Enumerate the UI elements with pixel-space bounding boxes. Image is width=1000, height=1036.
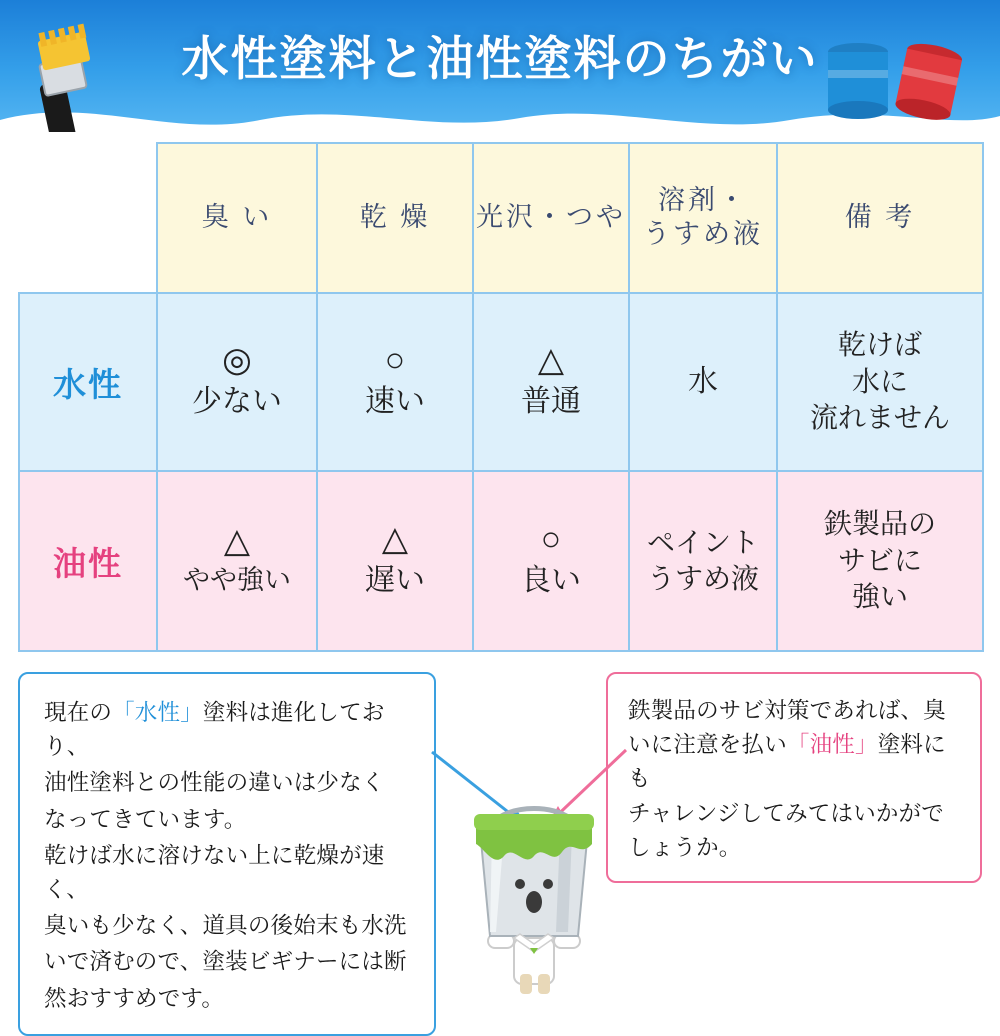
mark-water-odor: ◎: [222, 341, 252, 380]
text-oil-drying: 遅い: [365, 564, 425, 598]
callout-left-line5: 臭いも少なく、道具の後始末も水洗: [44, 913, 407, 939]
callout-left-line1: 現在の「水性」塗料は進化しており、: [44, 700, 385, 760]
header-label-gloss: 光沢・つや: [476, 202, 626, 233]
text-water-notes-line1: 乾けば: [837, 329, 922, 361]
mark-oil-odor: △: [223, 522, 251, 561]
callout-left-line2: 油性塗料との性能の違いは少なく: [44, 770, 385, 796]
text-water-notes-line2: 水に: [851, 365, 908, 397]
comparison-table: [18, 142, 984, 652]
table-header-drying: [317, 143, 473, 293]
cell-oil-odor: [157, 471, 317, 651]
header-label-odor: 臭 い: [201, 202, 273, 233]
text-oil-notes-line3: 強い: [851, 581, 908, 613]
text-water-solvent: 水: [688, 365, 718, 399]
text-water-gloss: 普通: [521, 385, 581, 419]
mark-water-gloss: △: [537, 341, 565, 380]
text-oil-odor: やや強い: [183, 565, 291, 596]
row-label-water-cell: [19, 293, 157, 471]
cell-oil-drying: [317, 471, 473, 651]
callout-left-line4: 乾けば水に溶けない上に乾燥が速く、: [44, 842, 385, 902]
page-header: [0, 0, 1000, 132]
text-water-odor: 少ない: [192, 385, 282, 419]
header-label-solvent-line2: うすめ液: [643, 219, 763, 249]
table-header-row: [19, 143, 983, 293]
cell-water-gloss: [473, 293, 629, 471]
paint-brush-icon: [20, 20, 130, 132]
text-oil-solvent-line1: ペイント: [646, 526, 759, 558]
table-header-solvent: [629, 143, 777, 293]
callout-right-line4: しょうか。: [628, 834, 742, 860]
row-label-water: 水性: [53, 365, 123, 403]
paint-cans-icon: [816, 24, 976, 124]
callout-left-line3: なってきています。: [44, 806, 247, 832]
paint-bucket-mascot-icon: [452, 786, 616, 1000]
table-row: [19, 293, 983, 471]
text-oil-notes-line2: サビに: [837, 544, 922, 576]
callout-right-line1: 鉄製品のサビ対策であれば、臭: [628, 698, 946, 723]
callout-water-based: [18, 672, 436, 1036]
callout-oil-based: [606, 672, 982, 883]
header-label-notes: 備 考: [844, 202, 916, 233]
table-header-notes: [777, 143, 983, 293]
mark-water-drying: ○: [384, 341, 406, 380]
callout-left-line7: 然おすすめです。: [44, 985, 225, 1011]
table-header-gloss: [473, 143, 629, 293]
cell-water-solvent: [629, 293, 777, 471]
cell-water-drying: [317, 293, 473, 471]
cell-water-odor: [157, 293, 317, 471]
cell-oil-solvent: [629, 471, 777, 651]
text-oil-gloss: 良い: [521, 564, 581, 598]
callout-right-line2: いに注意を払い「油性」塗料にも: [628, 732, 946, 792]
cell-oil-notes: [777, 471, 983, 651]
table-corner-cell: [19, 143, 157, 293]
callout-right-highlight: 「油性」: [786, 732, 878, 758]
callout-left-highlight: 「水性」: [112, 700, 203, 725]
mark-oil-gloss: ○: [540, 520, 562, 559]
header-label-drying: 乾 燥: [359, 202, 431, 233]
cell-oil-gloss: [473, 471, 629, 651]
text-water-drying: 速い: [365, 385, 425, 419]
callout-right-line3: チャレンジしてみてはいかがで: [628, 800, 945, 826]
page-title: 水性塗料と油性塗料のちがい: [181, 32, 819, 85]
text-oil-notes-line1: 鉄製品の: [823, 508, 936, 540]
row-label-oil: 油性: [53, 544, 123, 582]
mark-oil-drying: △: [381, 520, 409, 559]
callout-left-line6: いで済むので、塗装ビギナーには断: [44, 949, 407, 975]
table-header-odor: [157, 143, 317, 293]
text-oil-solvent-line2: うすめ液: [646, 563, 759, 594]
table-row: [19, 471, 983, 651]
row-label-oil-cell: [19, 471, 157, 651]
header-label-solvent-line1: 溶剤・: [658, 185, 748, 216]
text-water-notes-line3: 流れません: [809, 402, 950, 434]
comparison-table-wrapper: [18, 142, 982, 652]
cell-water-notes: [777, 293, 983, 471]
